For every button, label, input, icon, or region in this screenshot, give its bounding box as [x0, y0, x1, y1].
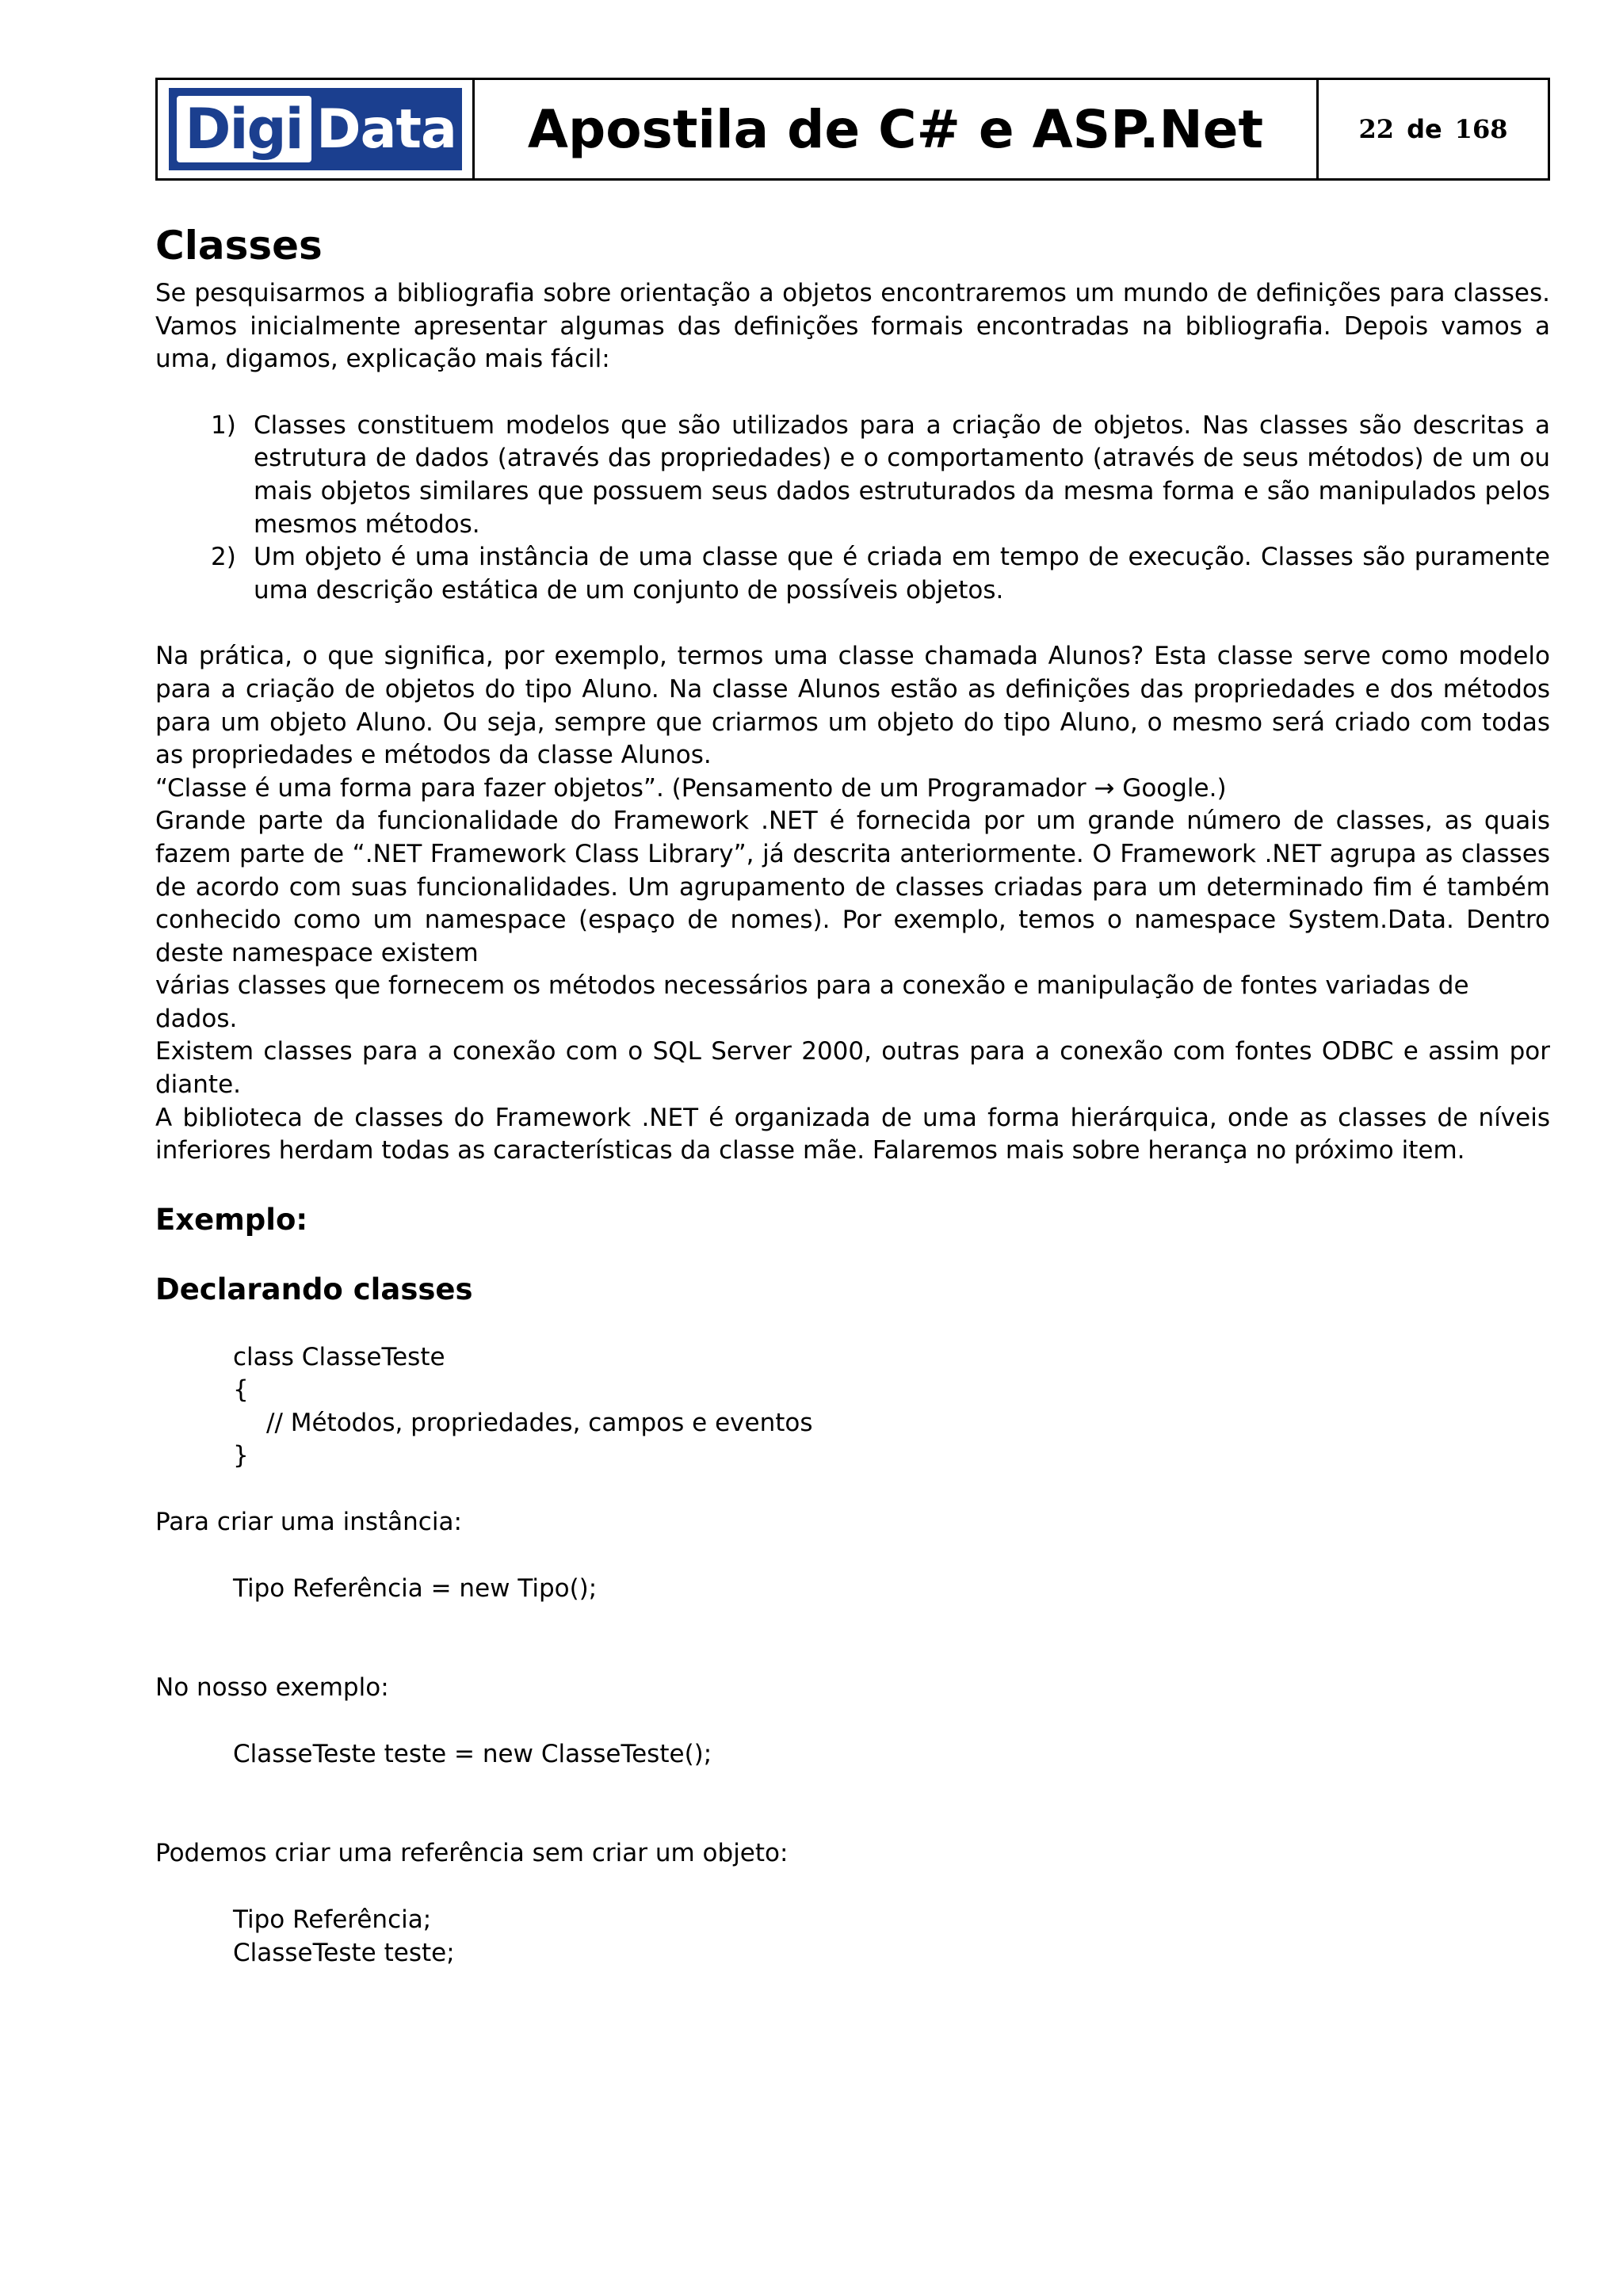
list-item: [155, 410, 1550, 541]
page-number-cell: [1319, 80, 1548, 178]
code-line: Tipo Referência;: [233, 1905, 432, 1934]
class-code-block: [155, 1341, 1550, 1473]
page-counter: [1359, 114, 1508, 144]
reference-code-block: [155, 1904, 1550, 1970]
list-item-number: 2): [211, 543, 236, 572]
page-total: 168: [1454, 114, 1508, 144]
definitions-list: [155, 410, 1550, 608]
logo-digi-text: Digi: [177, 96, 311, 162]
paragraph-alunos: Na prática, o que significa, por exemplo, termos uma classe chamada Alunos? Esta classe serve como modelo para a criação de objetos do tipo Aluno. Na classe Alunos estão as definições das propriedades e dos métodos para um objeto Aluno. Ou seja, sempre que criarmos um objeto do tipo Aluno, o mesmo será criado com todas as propriedades e métodos da classe Alunos.: [155, 642, 1550, 770]
declaring-classes-heading: Declarando classes: [155, 1272, 473, 1307]
code-line: {: [233, 1375, 249, 1405]
instance-code: Tipo Referência = new Tipo();: [233, 1573, 598, 1603]
title-cell: [475, 80, 1319, 178]
page-separator: de: [1407, 114, 1442, 144]
list-item-text: Um objeto é uma instância de uma classe que é criada em tempo de execução. Classes são puramente uma descrição estática de um conjunto de possíveis objetos.: [254, 543, 1550, 605]
paragraph-quote: “Classe é uma forma para fazer objetos”. (Pensamento de um Programador → Google.): [155, 773, 1227, 803]
document-page: [155, 78, 1550, 1970]
paragraph-hierarchy: A biblioteca de classes do Framework .NET é organizada de uma forma hierárquica, onde as classes de níveis inferiores herdam todas as características da classe mãe. Falaremos mais sobre herança no próximo item.: [155, 1103, 1550, 1165]
logo-cell: [158, 80, 475, 178]
code-line: // Métodos, propriedades, campos e eventos: [266, 1408, 813, 1437]
list-item-text: Classes constituem modelos que são utilizados para a criação de objetos. Nas classes são descritas a estrutura de dados (através das propriedades) e o comportamento (através de seus métodos) de um ou mais objetos similares que possuem seus dados estruturados da mesma forma e são manipulados pelos mesmos métodos.: [254, 410, 1550, 539]
our-example-code: ClasseTeste teste = new ClasseTeste();: [233, 1739, 712, 1768]
list-item: [155, 541, 1550, 607]
intro-paragraph: Se pesquisarmos a bibliografia sobre orientação a objetos encontraremos um mundo de definições para classes. Vamos inicialmente apresentar algumas das definições formais encontradas na bibliografia. Depois vamos a uma, digamos, explicação mais fácil:: [155, 279, 1550, 374]
paragraph-connections: Existem classes para a conexão com o SQL Server 2000, outras para a conexão com fontes ODBC e assim por diante.: [155, 1037, 1550, 1100]
paragraph-classes-methods: várias classes que fornecem os métodos necessários para a conexão e manipulação de fontes variadas de dados.: [155, 971, 1469, 1033]
page-current: 22: [1358, 114, 1395, 144]
body-text: [155, 277, 1550, 1168]
section-title: Classes: [155, 223, 323, 269]
paragraph-framework: Grande parte da funcionalidade do Framework .NET é fornecida por um grande número de classes, as quais fazem parte de “.NET Framework Class Library”, já descrita anteriormente. O Framework .NET agrupa as classes de acordo com suas funcionalidades. Um agrupamento de classes criadas para um determinado fim é também conhecido como um namespace (espaço de nomes). Por exemplo, temos o namespace System.Data. Dentro deste namespace existem: [155, 807, 1550, 967]
code-line: ClasseTeste teste;: [233, 1938, 455, 1967]
our-example-label: No nosso exemplo:: [155, 1673, 389, 1703]
code-line: class ClasseTeste: [233, 1342, 445, 1371]
page-header: [155, 78, 1550, 181]
instance-label: Para criar uma instância:: [155, 1508, 462, 1536]
list-item-number: 1): [211, 410, 236, 440]
document-title: Apostila de C# e ASP.Net: [527, 98, 1264, 160]
digidata-logo: [169, 88, 462, 170]
example-heading: Exemplo:: [155, 1202, 308, 1237]
code-line: }: [233, 1441, 249, 1470]
logo-data-text: Data: [316, 97, 456, 161]
reference-label: Podemos criar uma referência sem criar um objeto:: [155, 1839, 789, 1868]
